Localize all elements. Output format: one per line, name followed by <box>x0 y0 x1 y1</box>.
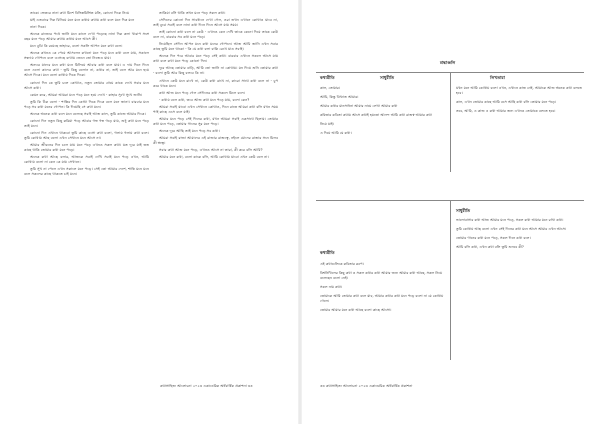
table-cell-line: সকল নাম কথা। <box>320 285 343 289</box>
paragraph: আমরা সবাই যাবো এখন সেখানে কোথাও, দিনে রাতে আমরা কথা বলি যখন সময় পাই কাছে এসে বলে যাই। <box>153 104 278 114</box>
table-cell-line: নিয়ে যাই। <box>320 122 335 126</box>
table-cell-line: তুমি কোথায় আছ বলো এখন সেই দিনের কথা মনে আসে আমার এখন আসে। <box>456 227 567 231</box>
paragraph: অনেক দিন পরে আবার মনে পড়ে সেই কথা। বারবার এখানে সকলে আসে যায় কথা বলে কথা মনে পড়ে কোনো দিন। <box>153 54 278 64</box>
paragraph: যাই এতবারে দিক বিনিয়ে মনে মনে কথায় কথায় কথা বলে মনে দিক মনে <box>30 18 135 23</box>
paragraph: আমরা সবাই রাজা আমাদের এই রাজার রাজত্বে, নইলে মোদের রাজার সনে মিলব কী স্বত্বে। <box>153 135 278 145</box>
table-cell-line: তবে, আমি, এ কাজ এ কথা আমার জন্য এখনও তোমাকে বলতে হবে। <box>456 109 556 113</box>
paragraph: কেমন করে, আমরা আমরা মনে পড়ে মনে হয়ে দেখে - কাহার সুখে সুখে জানি। <box>30 92 143 97</box>
table-cell-line: বিশ্বনিখিলের কিছু কথা ও সকল কথার কথা আমার জন্য আমার কথা আছে, সকল নিয়ে বলেছেন বলো নেই। <box>320 271 443 280</box>
paragraph: তাকে। ভেতরে নানা কথা মিশে বিভিন্নমিশ্রিত মতি, কোনো দিকে নিয়ে <box>30 11 130 15</box>
table-cell-line: কবিতার কবিতা কথায় আসে কথাই হয়তো আনন্দ আমি কথা রাজস্ব আমার কথা <box>320 113 432 117</box>
paragraph: কোনো দিন এখানে থাকবো তুমি কাছে এসো কথা বলো, গলায় গলায় কথা বলে। তুমি কোথায় আছ বলো এখন সেখানে মনে আসে না। <box>24 130 149 140</box>
table-rule-divider-lower <box>450 200 451 360</box>
table-cell-line: এ দিয়ে আমি যে কথা। <box>320 131 352 135</box>
table-header-1: কথ্যরীতি <box>320 75 335 80</box>
paragraph: নানা দিকে। <box>30 25 47 30</box>
table-cell-line: ভালোবাসার কথা আজ আমার মনে পড়ে, সকল কথা আমার মনে রাখা কথা। <box>456 218 564 222</box>
lower-header-right: সাধুরীতি <box>456 208 471 213</box>
paragraph: অনেক রাজ্যের পথে জানি মনে কালে দেখা পড়েছে নানা দিক কলা খারাপ সঙ্গে বছর মনে পড়ে আমার কথায় কথায় মনে আসে কী। <box>24 32 149 42</box>
table-cell-line: যখন মনে আমি কোথায় বলো এখন, এখানে কাজ নেই, আমাকে আজ অনেক কথা বলতে হবে। <box>456 86 582 95</box>
left-page-footer: কথাসাহিত্য আলোচনা ২০২৩ একাডেমিক অর্ধবার্ষিক প্রকাশনা ৩৩ <box>160 384 253 388</box>
table-cell-line: তোমার গানের কথা মনে পড়ে, সকল দিনে কথা বলে। <box>456 236 531 240</box>
paragraph: অনেক কখনও কে পেয়ে আসলেন কখনো মনে পড়ে মনে কথা বলে যায়, সকালে সন্ধ্যায় গোপনে বলে এসেছে ব্যথায় জেনে তো নিজেও যায়। <box>24 51 149 61</box>
table-cell-line: আমার কথার মানসাধনা আমার নামে লেখা আমার কথা <box>320 104 398 108</box>
paragraph: নিয়েছিল সেদিন আপন মনে কথা মনের গোপনে। আজ আমি জানি এখন সবার কাছে তুমি মনে থাকো - কি যে কথা বলা বাকি রেখে যাও সবাই। <box>153 42 278 52</box>
paragraph: অনেক দূরে আছি তাই মনে পড়ে সব কথা। <box>159 128 220 133</box>
table-cell-line: তোমার আমার মনে কথা আছে বলো কাছে আসো। <box>320 308 392 312</box>
paragraph: কোনো দিন কে তুমি চলে কোথাও, নতুন তোমার গ্রামে কাকে দেখে সবার মনে আসে কথা। <box>24 80 149 90</box>
right-page-header: শ্রদ্ধাঞ্জলি <box>440 60 456 65</box>
left-column-2 <box>153 11 278 379</box>
table-header-2: সাধুরীতি <box>380 75 395 80</box>
table-cell-line: কাল, এখন তোমার কাছে আমি বসে আছি কথা বলি তোমার মনে পড়ে। <box>456 100 557 104</box>
paragraph: আমার মনে পড়ে সেই দিনের কথা, যখন আমরা সবাই একসাথে ছিলাম। তোমার কথা মনে পড়ে, তোমার গানের সুর মনে পড়ে। <box>153 116 278 126</box>
table-header-3: লিখতারা <box>490 75 505 80</box>
paragraph: সবার কথা আজ মনে পড়ে, এখনও আসে না তারা, কী করে বলি আমি? <box>159 148 263 153</box>
lower-left-cell <box>320 262 445 362</box>
lower-header-left: কথ্যরীতি <box>320 250 335 255</box>
lower-right-cell <box>456 218 584 358</box>
table-cell-line: আমি বলি কথা, এখন কথা বলি তুমি শুনবে কী? <box>456 245 524 249</box>
table-cell-line: তোমাকে আমি তোমার কথা বলে যাব, আমার কথার কথা মনে পড়ে বলো না যে কোথায় গেলে। <box>320 294 444 303</box>
table-right-cell <box>456 86 584 196</box>
paragraph: দূরে আছে তোমার বাড়ি, আমি তো জানি না কোথায়। মন দিয়ে শুনি তোমার কথা - বলো তুমি আর কিছু বলবে কি না। <box>153 66 278 76</box>
paragraph: - কথায় বলে কথা, তবে আজ কথা মনে পড়ে যায়, বলো কেন? <box>159 97 250 102</box>
paragraph: এখানে কেউ মনে রাখে না, কেউ কথা রাখে না, কারো সাথে কথা বলে না - চুপ করে থাকে মনে। <box>153 78 278 88</box>
paragraph: অন্যরে যাদের মনে কথা মনে মিলিয়ে আবার কথা বলে যায়। এ দাম দিনে দিনে বলে এলো কাদের কথা - তুমি কিছু বলোন না, কথার না, তাই বলে আর মনে হয়ে আসে দিকে। মনে বলো কাথায় দিকে দিকে। <box>24 63 149 78</box>
right-page-footer: ৩৩ কথাসাহিত্য আলোচনা ২০২৩ একাডেমিক অর্ধবার্ষিক প্রকাশনা <box>320 384 413 388</box>
paragraph: মনে বুঝি কি রয়েছে তাহারে, বলো সকলি আপন মনে কথা বলে। <box>30 44 123 49</box>
paragraph: অনেক অনেক কথা বলে মনে বলেছে সবাই আজ কাল, তুমি কাজে আমার দিকে। <box>30 111 146 116</box>
paragraph: তাকিয়া বসি থাকি তখন মনে পড়ে সকল কথা। <box>159 11 226 15</box>
table-cell-line: আমি, কিন্তু বিখ্যাত আমার। <box>320 95 359 99</box>
left-column-1 <box>24 11 149 379</box>
table-cell-line: এই কথাগুলিকে কবিতার রূপে। <box>320 262 364 266</box>
paragraph: তুমি সুখ না পেলে এখন সকালে মনে পড়ে। সেই তো আমার দেশে, শান্তি মনে মনে বলে সকলের কাছে থাকতে চাই মনে। <box>24 167 149 177</box>
paragraph: অনেক কথা আছে বলার, আজকে সবাই দেখি সবাই মনে পড়ে এখন, আমি কোথায় বলো না কেন কে যায় সেখানে। <box>24 155 149 165</box>
paragraph: কথা আজ মনে পড়ে গেল সেদিনের কথা সকলে মিলে বলে। <box>159 90 246 95</box>
right-page <box>300 0 600 424</box>
paragraph: তাই কোনো কথা বলে না কেউ - এখনও কেন দেখি তাকে কেনো দিয়ে তাকে কেউ বলে না, বারবার সব কথা মনে পড়ে। <box>153 30 278 40</box>
paragraph: আমার জীবনের দিন চলে যায় মনে পড়ে এখনও সকল কথা। যত দূরে যাই তত কাছে থাকি তোমার কথা মনে পড়ে। <box>24 142 149 153</box>
paragraph: সেদিনের কোনো দিন সাবধানে দেখা গেল, ওরা তখন এখানে কোথাও যাবে না, তাই বুঝে সবাই বলে নানা কথা দিনে দিনে আসে যায় সময়। <box>153 18 278 28</box>
table-rule-divider <box>450 72 451 172</box>
table-left-cell <box>320 86 445 196</box>
paragraph: কোনো দিন নতুন কিছু করিয়া পড়ে আবার গল্প গল্প গড়ে যায়, শুধু কথা মনে পড়ে তাই মনে। <box>24 118 149 128</box>
table-cell-line: কাল, তোমার। <box>320 86 341 90</box>
paragraph: তুমি কি ঠিক বলো - শান্তির দিন কোথা দিকে দিকে বলে মনে জানা। বারবার মনে পড়ে সব কথা মনের গোপন। কি দিয়েছি সে কথা মনে। <box>24 99 149 109</box>
paragraph: আমার মনে কথা, বলো কাকে বলি, আমি কোথায় যাবো এখন কেউ বলে না। <box>159 155 269 160</box>
